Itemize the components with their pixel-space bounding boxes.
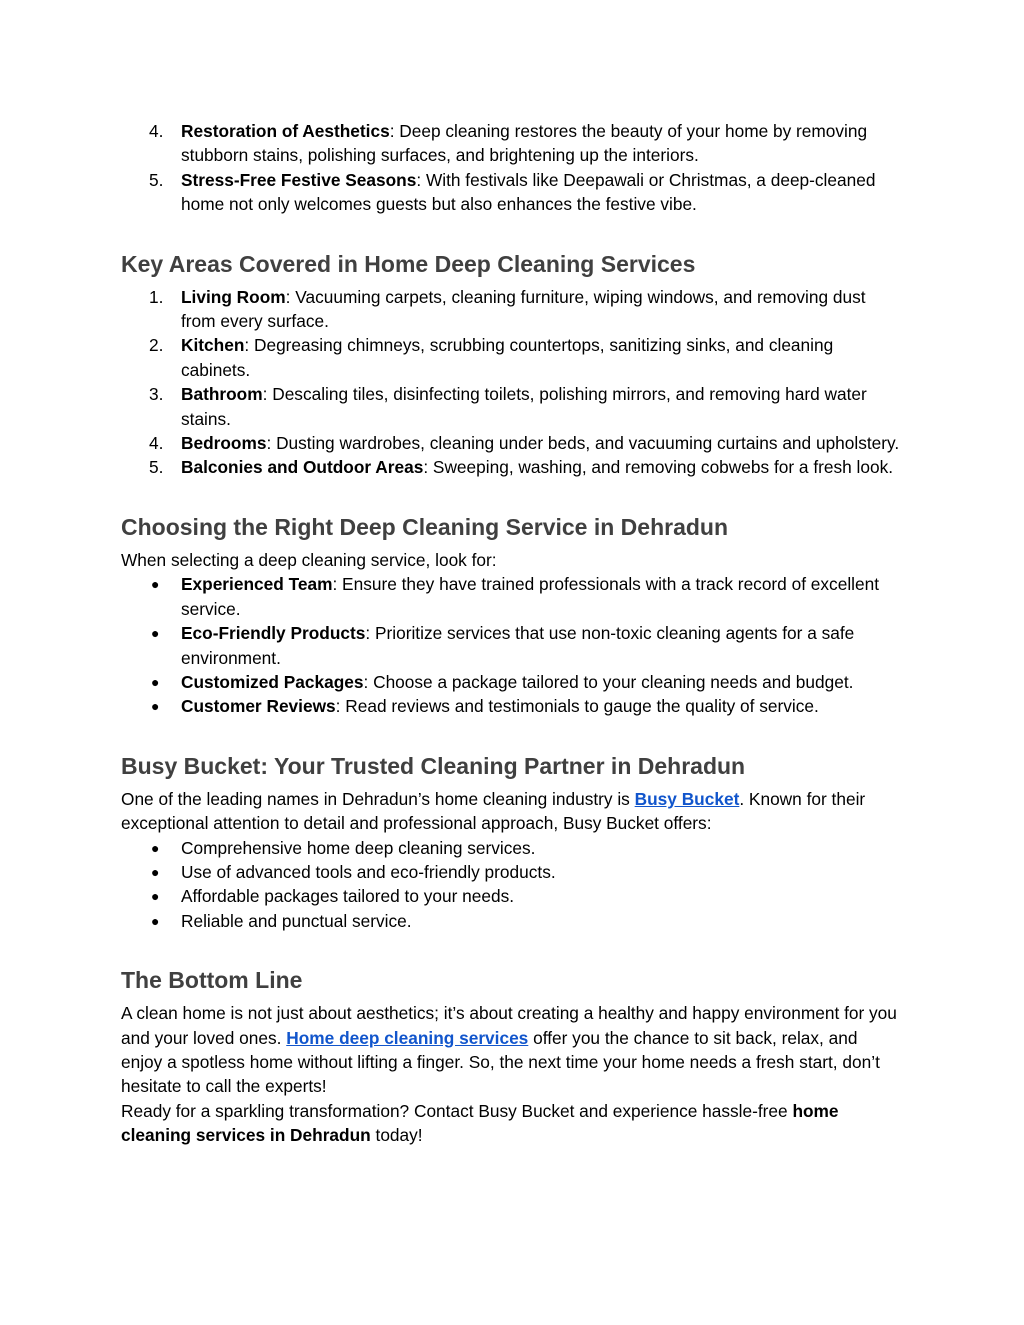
list-number: 5. — [149, 457, 164, 478]
list-item — [121, 670, 901, 694]
list-number: 4. — [149, 433, 164, 454]
item-title: Stress-Free Festive Seasons — [181, 169, 417, 190]
busy-bucket-link[interactable]: Busy Bucket — [634, 788, 740, 809]
list-item — [121, 909, 901, 933]
busy-bucket-list — [121, 836, 901, 934]
bullet-icon: ● — [151, 576, 160, 593]
intro-text: . Known for their exceptional attention to detail and professional approach, Busy Bucket offers: — [121, 788, 866, 834]
list-item — [121, 572, 901, 621]
list-number: 5. — [149, 169, 164, 190]
item-title: Bathroom — [181, 384, 263, 405]
list-item — [121, 168, 901, 217]
paragraph-text: today! — [370, 1125, 423, 1146]
item-text: : Read reviews and testimonials to gauge the quality of service. — [335, 696, 819, 717]
item-title: Customized Packages — [181, 671, 364, 692]
item-title: Living Room — [181, 286, 286, 307]
list-number: 1. — [149, 286, 164, 307]
heading-choosing: Choosing the Right Deep Cleaning Service in Dehradun — [121, 513, 729, 540]
busy-bucket-intro — [121, 787, 901, 836]
item-text: Comprehensive home deep cleaning services. — [181, 837, 536, 858]
bullet-icon: ● — [151, 839, 160, 856]
item-title: Balconies and Outdoor Areas — [181, 457, 424, 478]
list-number: 3. — [149, 384, 164, 405]
list-item — [121, 860, 901, 884]
bottom-line-paragraph — [121, 1001, 901, 1099]
paragraph-bold: home cleaning services in Dehradun — [121, 1100, 839, 1146]
key-areas-list — [121, 285, 901, 480]
bullet-icon: ● — [151, 673, 160, 690]
item-text: Use of advanced tools and eco-friendly products. — [181, 861, 556, 882]
item-title: Bedrooms — [181, 433, 267, 454]
item-text: Affordable packages tailored to your needs. — [181, 886, 515, 907]
item-text: : Vacuuming carpets, cleaning furniture, wiping windows, and removing dust from every surface. — [181, 286, 866, 332]
item-text: : Deep cleaning restores the beauty of your home by removing stubborn stains, polishing surfaces, and brightening up the interiors. — [181, 121, 868, 166]
item-title: Experienced Team — [181, 574, 333, 595]
item-title: Eco-Friendly Products — [181, 623, 366, 644]
item-text: : Degreasing chimneys, scrubbing countertops, sanitizing sinks, and cleaning cabinets. — [181, 335, 834, 380]
paragraph-text: offer you the chance to sit back, relax, and enjoy a spotless home without lifting a finger. So, the next time your home needs a fresh start, don’t hesitate to call the experts! — [121, 1027, 880, 1097]
list-number: 4. — [149, 121, 164, 141]
document-page — [121, 119, 901, 1148]
intro-text: One of the leading names in Dehradun’s home cleaning industry is — [121, 788, 635, 809]
item-title: Restoration of Aesthetics — [181, 121, 390, 141]
list-item — [121, 333, 901, 382]
bullet-icon: ● — [151, 912, 160, 929]
paragraph-text: Ready for a sparkling transformation? Contact Busy Bucket and experience hassle-free — [121, 1100, 793, 1121]
closing-paragraph — [121, 1099, 901, 1148]
list-number: 2. — [149, 335, 164, 356]
bullet-icon: ● — [151, 888, 160, 905]
item-text: : Ensure they have trained professionals with a track record of excellent service. — [181, 574, 880, 619]
list-item — [121, 621, 901, 670]
item-title: Customer Reviews — [181, 696, 336, 717]
item-title: Kitchen — [181, 335, 245, 356]
list-item — [121, 884, 901, 908]
heading-busy-bucket: Busy Bucket: Your Trusted Cleaning Partner in Dehradun — [121, 752, 746, 779]
list-item — [121, 694, 901, 718]
item-text: : Prioritize services that use non-toxic cleaning agents for a safe environment. — [181, 623, 855, 668]
item-text: : Descaling tiles, disinfecting toilets, polishing mirrors, and removing hard water stains. — [181, 384, 867, 429]
paragraph-text: A clean home is not just about aesthetics; it’s about creating a healthy and happy environment for you and your loved ones. — [121, 1003, 897, 1048]
intro-list — [121, 119, 901, 217]
item-text: : Choose a package tailored to your cleaning needs and budget. — [363, 671, 854, 692]
heading-bottom-line: The Bottom Line — [121, 967, 303, 994]
heading-key-areas: Key Areas Covered in Home Deep Cleaning Services — [121, 250, 696, 277]
list-item — [121, 836, 901, 860]
choosing-list — [121, 572, 901, 718]
item-text: : Sweeping, washing, and removing cobwebs for a fresh look. — [423, 457, 894, 478]
list-item — [121, 119, 901, 168]
item-text: : With festivals like Deepawali or Christmas, a deep-cleaned home not only welcomes guests but also enhances the festive vibe. — [181, 169, 876, 215]
bullet-icon: ● — [151, 698, 160, 715]
item-text: : Dusting wardrobes, cleaning under beds, and vacuuming curtains and upholstery. — [266, 433, 900, 454]
list-item — [121, 455, 901, 479]
bullet-icon: ● — [151, 625, 160, 642]
bullet-icon: ● — [151, 863, 160, 880]
list-item — [121, 431, 901, 455]
list-item — [121, 285, 901, 334]
item-text: Reliable and punctual service. — [181, 910, 412, 931]
list-item — [121, 382, 901, 431]
choosing-intro: When selecting a deep cleaning service, look for: — [121, 549, 497, 570]
home-deep-cleaning-link[interactable]: Home deep cleaning services — [286, 1027, 529, 1048]
